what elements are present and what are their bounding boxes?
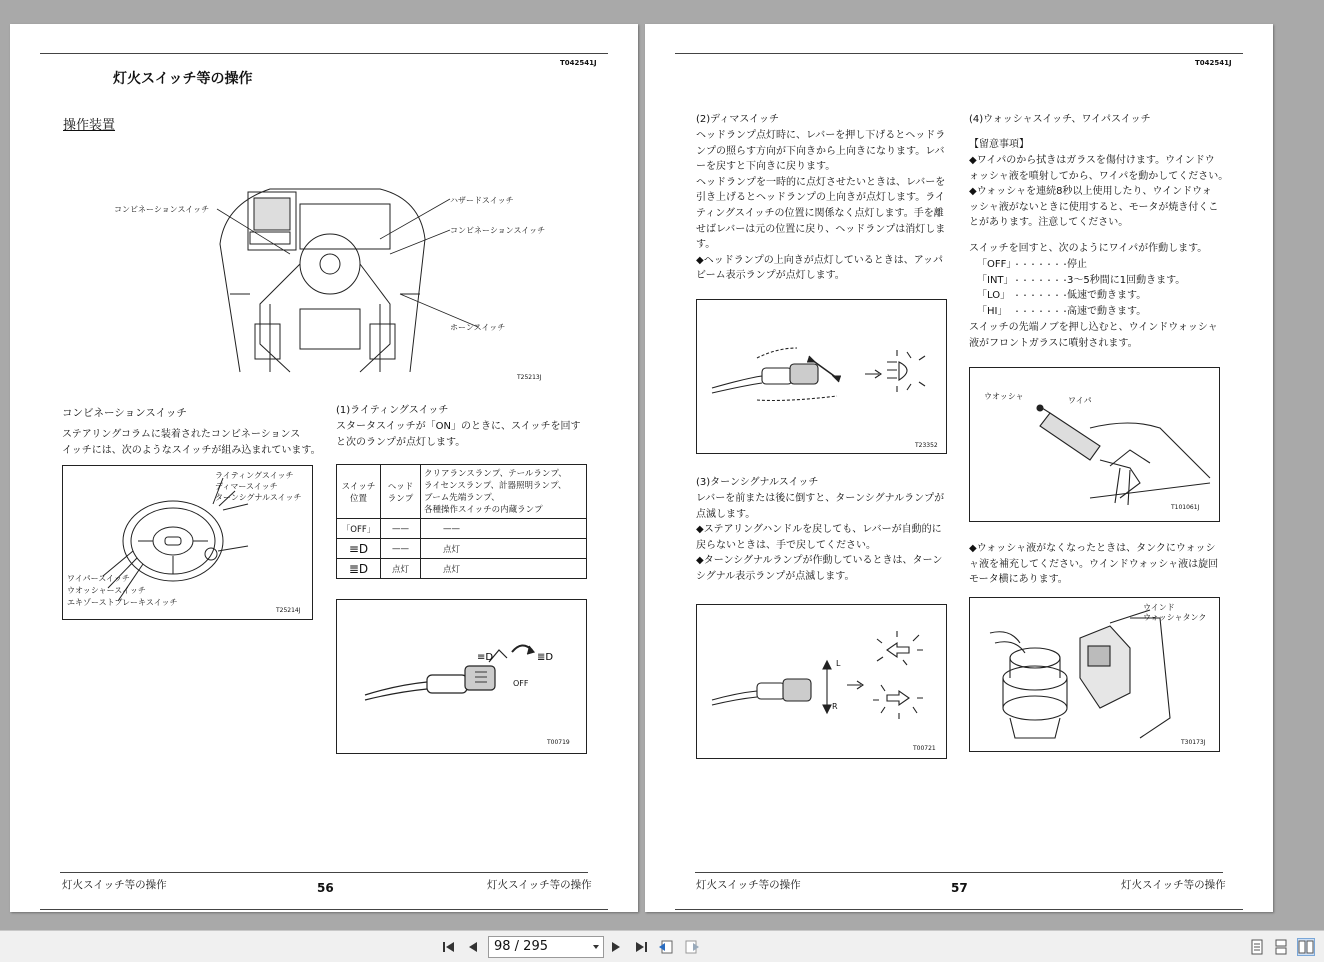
label-combination-left: コンビネーションスイッチ — [114, 205, 210, 214]
wiper-dots: ・・・・・・・ — [1013, 260, 1069, 269]
row-position: ≣D — [337, 559, 381, 579]
wiper-desc: 停止 — [1067, 259, 1087, 270]
label-wiper: ワイパースイッチ — [67, 574, 130, 583]
caution-line: ◆ウォッシャを連続8秒以上使用したり、ウインドウォ — [969, 186, 1212, 198]
footer-title-right: 灯火スイッチ等の操作 — [487, 879, 592, 891]
doc-code: T042541J — [1195, 59, 1232, 67]
top-rule — [675, 53, 1243, 54]
footer-title-left: 灯火スイッチ等の操作 — [696, 879, 801, 891]
row-head-state: 点灯 — [381, 559, 421, 579]
turn-line: 点滅します。 — [696, 508, 756, 520]
dimmer-line: ーを戻すと下向きに戻ります。 — [696, 161, 836, 173]
header-head-lamp: ヘッド ランプ — [381, 465, 421, 519]
label-washer: ウオッシャ — [984, 392, 1024, 401]
figure-code: T00721 — [913, 745, 936, 752]
row-position: ≡D — [337, 539, 381, 559]
two-page-view-icon[interactable] — [1297, 938, 1315, 956]
dimmer-line: 引き上げるとヘッドランプの上向きが点灯します。ライ — [696, 192, 945, 204]
label-lighting: ライティングスイッチ — [215, 471, 294, 480]
page-number: 57 — [951, 881, 968, 895]
lighting-body-line-1: スタータスイッチが「ON」のときに、スイッチを回す — [336, 421, 581, 432]
turn-line: ◆ステアリングハンドルを戻しても、レバーが自動的に — [696, 524, 942, 536]
wiper-desc: 低速で動きます。 — [1067, 290, 1147, 302]
dimmer-line: ビーム表示ランプが点灯します。 — [696, 270, 845, 282]
turn-body — [696, 491, 944, 585]
lighting-body-line-2: と次のランプが点灯します。 — [336, 437, 466, 448]
wiper-intro: スイッチを回すと、次のようにワイパが作動します。 — [969, 243, 1208, 254]
lever-illustration — [337, 600, 587, 754]
turn-heading: (3)ターンシグナルスイッチ — [696, 477, 819, 488]
washer-note-line-2: 液がフロントガラスに噴射されます。 — [969, 338, 1138, 349]
label-horn: ホーンスイッチ — [450, 323, 506, 332]
caution-line: ッシャ液がないときに使用すると、モータが焼き付くこ — [969, 201, 1219, 213]
turn-line: シグナル表示ランプが点滅します。 — [696, 570, 855, 582]
previous-page-icon[interactable] — [464, 938, 482, 956]
figure-code: T00719 — [547, 739, 570, 746]
refill-line: ◆ウォッシャ液がなくなったときは、タンクにウォッシ — [969, 543, 1216, 554]
row-head-state: —— — [381, 539, 421, 559]
row-other-state: 点灯 — [421, 539, 587, 559]
refill-body — [969, 541, 1218, 588]
figure-code: T30173J — [1181, 739, 1206, 746]
label-exhaust: エキゾーストブレーキスイッチ — [67, 598, 178, 607]
row-other-state: —— — [421, 519, 587, 539]
left-page — [10, 24, 638, 912]
turn-figure — [696, 604, 947, 759]
dashboard-leaders — [10, 24, 638, 424]
figure-code: T25214J — [276, 607, 301, 614]
wiper-mode: 「LO」 — [977, 290, 1011, 302]
wiper-mode-row — [977, 257, 1185, 273]
figure-code: T23352 — [915, 442, 938, 449]
row-head-state: —— — [381, 519, 421, 539]
turn-line: ◆ターンシグナルランプが作動しているときは、ターン — [696, 555, 943, 567]
turn-line: 戻らないときは、手で戻してください。 — [696, 539, 876, 551]
label-dimmer: ディマースイッチ — [215, 482, 278, 491]
wiper-dots: ・・・・・・・・ — [1013, 306, 1077, 316]
caution-line: ◆ワイパのから拭きはガラスを傷付けます。ウインドウ — [969, 155, 1215, 166]
washer-note-line-1: スイッチの先端ノブを押し込むと、ウインドウォッシャ — [969, 322, 1218, 333]
footer-title-right: 灯火スイッチ等の操作 — [1121, 879, 1226, 891]
label-turn: ターンシグナルスイッチ — [215, 493, 302, 502]
lighting-table — [336, 464, 587, 579]
figure-code: T101061J — [1171, 504, 1200, 511]
page-display: 98 / 295 — [494, 939, 548, 954]
single-page-view-icon[interactable] — [1248, 938, 1266, 956]
label-tank-2: ウォッシャタンク — [1143, 613, 1207, 622]
lamp-high-icon: ≣D — [537, 652, 554, 663]
first-page-icon[interactable] — [440, 938, 458, 956]
lamp-low-icon: ≡D — [477, 652, 494, 663]
wiper-mode: 「HI」 — [977, 305, 1008, 317]
right-page — [645, 24, 1273, 912]
combination-body-line-2: イッチには、次のようなスイッチが組み込まれています。 — [62, 445, 321, 456]
label-off: OFF — [513, 679, 529, 688]
row-position: 「OFF」 — [337, 519, 381, 539]
page-number: 56 — [317, 881, 334, 895]
turn-illustration — [697, 605, 947, 759]
continuous-view-icon[interactable] — [1272, 938, 1290, 956]
dimmer-illustration — [697, 300, 947, 454]
dimmer-figure — [696, 299, 947, 454]
refill-line: ャ液を補充してください。ウインドウォッシャ液は旋回 — [969, 558, 1219, 570]
wiper-mode-row — [977, 288, 1185, 304]
dimmer-line: ティングスイッチの位置に関係なく点灯します。手を離 — [696, 207, 944, 219]
dimmer-line: ンプの照らす方向が下向きから上向きになります。レバ — [696, 145, 945, 157]
section-heading: 操作装置 — [63, 118, 116, 133]
chevron-down-icon — [593, 945, 599, 949]
page-number-select[interactable] — [488, 936, 604, 958]
wiper-mode-row — [977, 273, 1185, 289]
label-wiper: ワイパ — [1068, 396, 1092, 405]
row-other-state: 点灯 — [421, 559, 587, 579]
refill-line: モータ横にあります。 — [969, 574, 1068, 586]
next-page-icon[interactable] — [607, 938, 625, 956]
label-combination-right: コンビネーションスイッチ — [450, 226, 546, 235]
footer-rule — [695, 872, 1223, 873]
figure-code: T25213J — [517, 374, 542, 381]
label-r: R — [832, 702, 838, 711]
doc-code: T042541J — [560, 59, 597, 67]
header-switch-position: スイッチ 位置 — [337, 465, 381, 519]
dimmer-line: ◆ヘッドランプの上向きが点灯しているときは、アッパ — [696, 254, 943, 266]
wiper-mode: 「OFF」 — [977, 259, 1017, 270]
lighting-heading: (1)ライティングスイッチ — [336, 405, 449, 416]
page-title: 灯火スイッチ等の操作 — [113, 71, 253, 87]
wiper-desc: 高速で動きます。 — [1067, 305, 1147, 317]
combination-body-line-1: ステアリングコラムに装着されたコンビネーションス — [62, 429, 301, 440]
washer-heading: (4)ウォッシャスイッチ、ワイパスイッチ — [969, 114, 1151, 125]
combination-heading: コンビネーションスイッチ — [62, 407, 187, 419]
wiper-mode-row — [977, 304, 1185, 320]
bottom-rule — [675, 909, 1243, 910]
dimmer-line: す。 — [696, 239, 716, 251]
header-other-lamps: クリアランスランプ、テールランプ、 ライセンスランプ、計器照明ランプ、 ブーム先端ランプ、 各種操作スイッチの内蔵ランプ — [421, 465, 587, 519]
label-tank-1: ウインド — [1143, 603, 1175, 612]
go-back-icon[interactable] — [657, 938, 675, 956]
wiper-desc: 3～5秒間に1回動きます。 — [1067, 274, 1186, 286]
caution-body — [969, 153, 1228, 231]
caution-line: ォッシャ液を噴射してから、ワイパを動かしてください。 — [969, 170, 1229, 182]
last-page-icon[interactable] — [632, 938, 650, 956]
wiper-dots: ・・・・・・・・ — [1013, 291, 1077, 301]
wiper-mode: 「INT」 — [977, 274, 1014, 286]
caution-line: とがあります。注意してください。 — [969, 217, 1129, 229]
lever-figure — [336, 599, 587, 754]
label-hazard: ハザードスイッチ — [450, 196, 514, 205]
caution-heading: 【留意事項】 — [969, 139, 1029, 150]
dimmer-line: せばレバーは元の位置に戻り、ヘッドランプは消灯しま — [696, 223, 946, 235]
turn-line: レバーを前または後に倒すと、ターンシグナルランプが — [696, 493, 945, 504]
dimmer-line: ヘッドランプ点灯時に、レバーを押し下げるとヘッドラ — [696, 130, 946, 141]
label-washer: ウオッシャースイッチ — [67, 586, 146, 595]
dimmer-heading: (2)ディマスイッチ — [696, 114, 779, 125]
dimmer-line: ヘッドランプを一時的に点灯させたいときは、レバーを — [696, 176, 946, 188]
wiper-modes — [977, 257, 1185, 319]
wiper-dots: ・・・・・・・ — [1013, 275, 1069, 285]
dimmer-body — [696, 128, 945, 284]
go-forward-icon[interactable] — [683, 938, 701, 956]
bottom-rule — [40, 909, 608, 910]
viewer-toolbar — [0, 930, 1324, 962]
footer-rule — [60, 872, 588, 873]
label-l: L — [836, 659, 841, 668]
footer-title-left: 灯火スイッチ等の操作 — [62, 879, 167, 891]
